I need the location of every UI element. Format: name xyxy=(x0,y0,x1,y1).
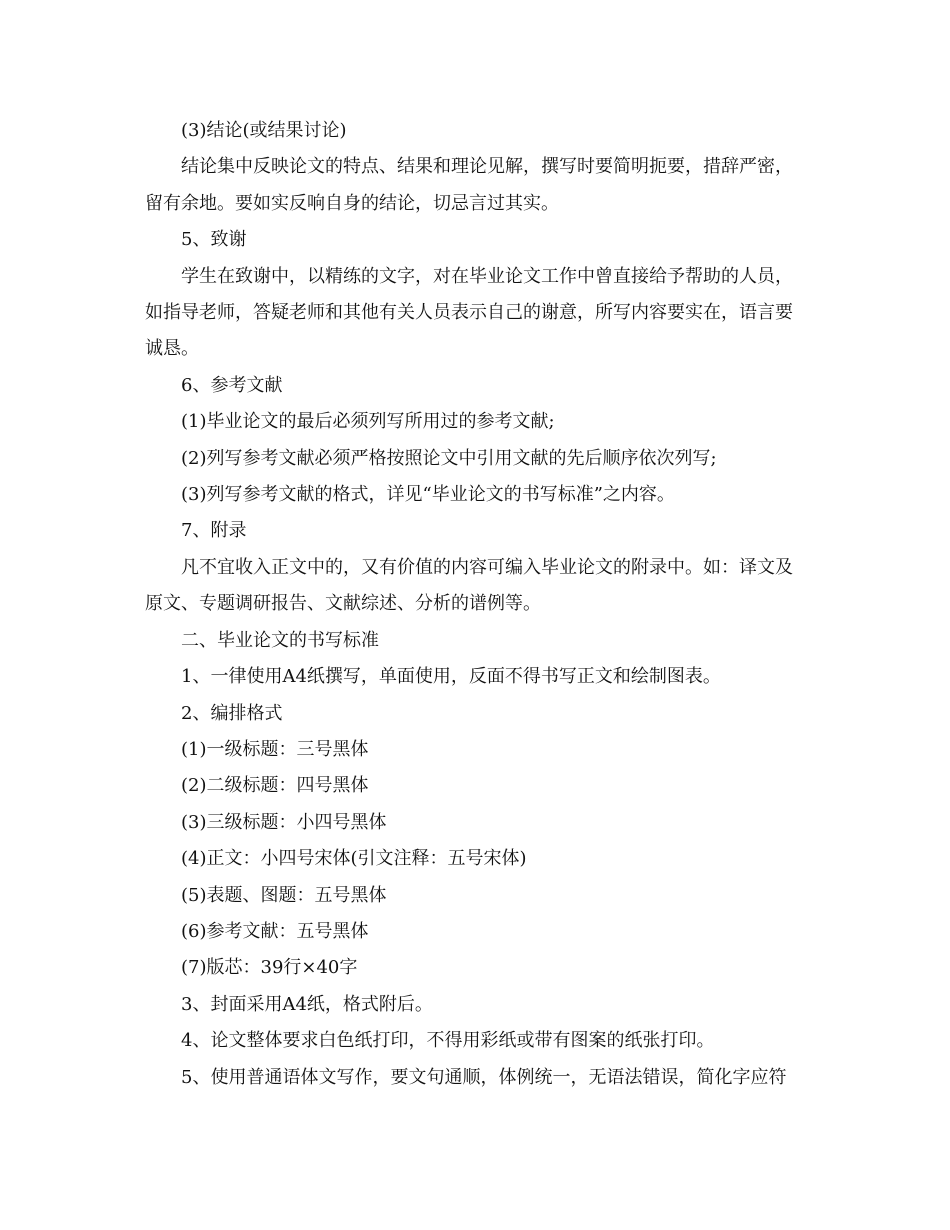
paragraph-standard-1: 1、一律使用A4纸撰写，单面使用，反面不得书写正文和绘制图表。 xyxy=(181,666,721,688)
paragraph-references-item-1: (1)毕业论文的最后必须列写所用过的参考文献; xyxy=(181,411,555,433)
paragraph-conclusion-heading: (3)结论(或结果讨论) xyxy=(181,120,347,141)
paragraph-appendix-heading: 7、附录 xyxy=(181,520,247,542)
paragraph-format-item-2: (2)二级标题：四号黑体 xyxy=(181,775,369,797)
document-body xyxy=(145,113,805,1096)
paragraph-references-item-3: (3)列写参考文献的格式，详见“毕业论文的书写标准”之内容。 xyxy=(181,484,675,506)
paragraph-references-heading: 6、参考文献 xyxy=(181,374,283,396)
paragraph-format-item-3: (3)三级标题：小四号黑体 xyxy=(181,811,387,833)
paragraph-conclusion-text: 结论集中反映论文的特点、结果和理论见解，撰写时要简明扼要，措辞严密，留有余地。要如实反响自身的结论，切忌言过其实。 xyxy=(145,156,793,214)
paragraph-format-item-4: (4)正文：小四号宋体(引文注释：五号宋体) xyxy=(181,848,527,870)
paragraph-acknowledgement-text: 学生在致谢中，以精练的文字，对在毕业论文工作中曾直接给予帮助的人员，如指导老师，答疑老师和其他有关人员表示自己的谢意，所写内容要实在，语言要诚恳。 xyxy=(145,265,793,360)
paragraph-references-item-2: (2)列写参考文献必须严格按照论文中引用文献的先后顺序依次列写; xyxy=(181,447,717,469)
paragraph-section-two-heading: 二、毕业论文的书写标准 xyxy=(181,629,379,651)
paragraph-format-item-5: (5)表题、图题：五号黑体 xyxy=(181,884,387,906)
paragraph-appendix-text: 凡不宜收入正文中的，又有价值的内容可编入毕业论文的附录中。如：译文及原文、专题调研报告、文献综述、分析的谱例等。 xyxy=(145,556,793,615)
paragraph-standard-3: 3、封面采用A4纸，格式附后。 xyxy=(181,993,433,1015)
paragraph-standard-2-heading: 2、编排格式 xyxy=(181,702,283,724)
paragraph-format-item-1: (1)一级标题：三号黑体 xyxy=(181,738,369,760)
paragraph-acknowledgement-heading: 5、致谢 xyxy=(181,229,247,251)
paragraph-format-item-6: (6)参考文献：五号黑体 xyxy=(181,920,369,942)
paragraph-standard-4: 4、论文整体要求白色纸打印，不得用彩纸或带有图案的纸张打印。 xyxy=(181,1030,715,1052)
paragraph-standard-5: 5、使用普通语体文写作，要文句通顺，体例统一，无语法错误，简化字应符 xyxy=(181,1066,787,1088)
paragraph-format-item-7: (7)版芯：39行×40字 xyxy=(181,957,358,979)
